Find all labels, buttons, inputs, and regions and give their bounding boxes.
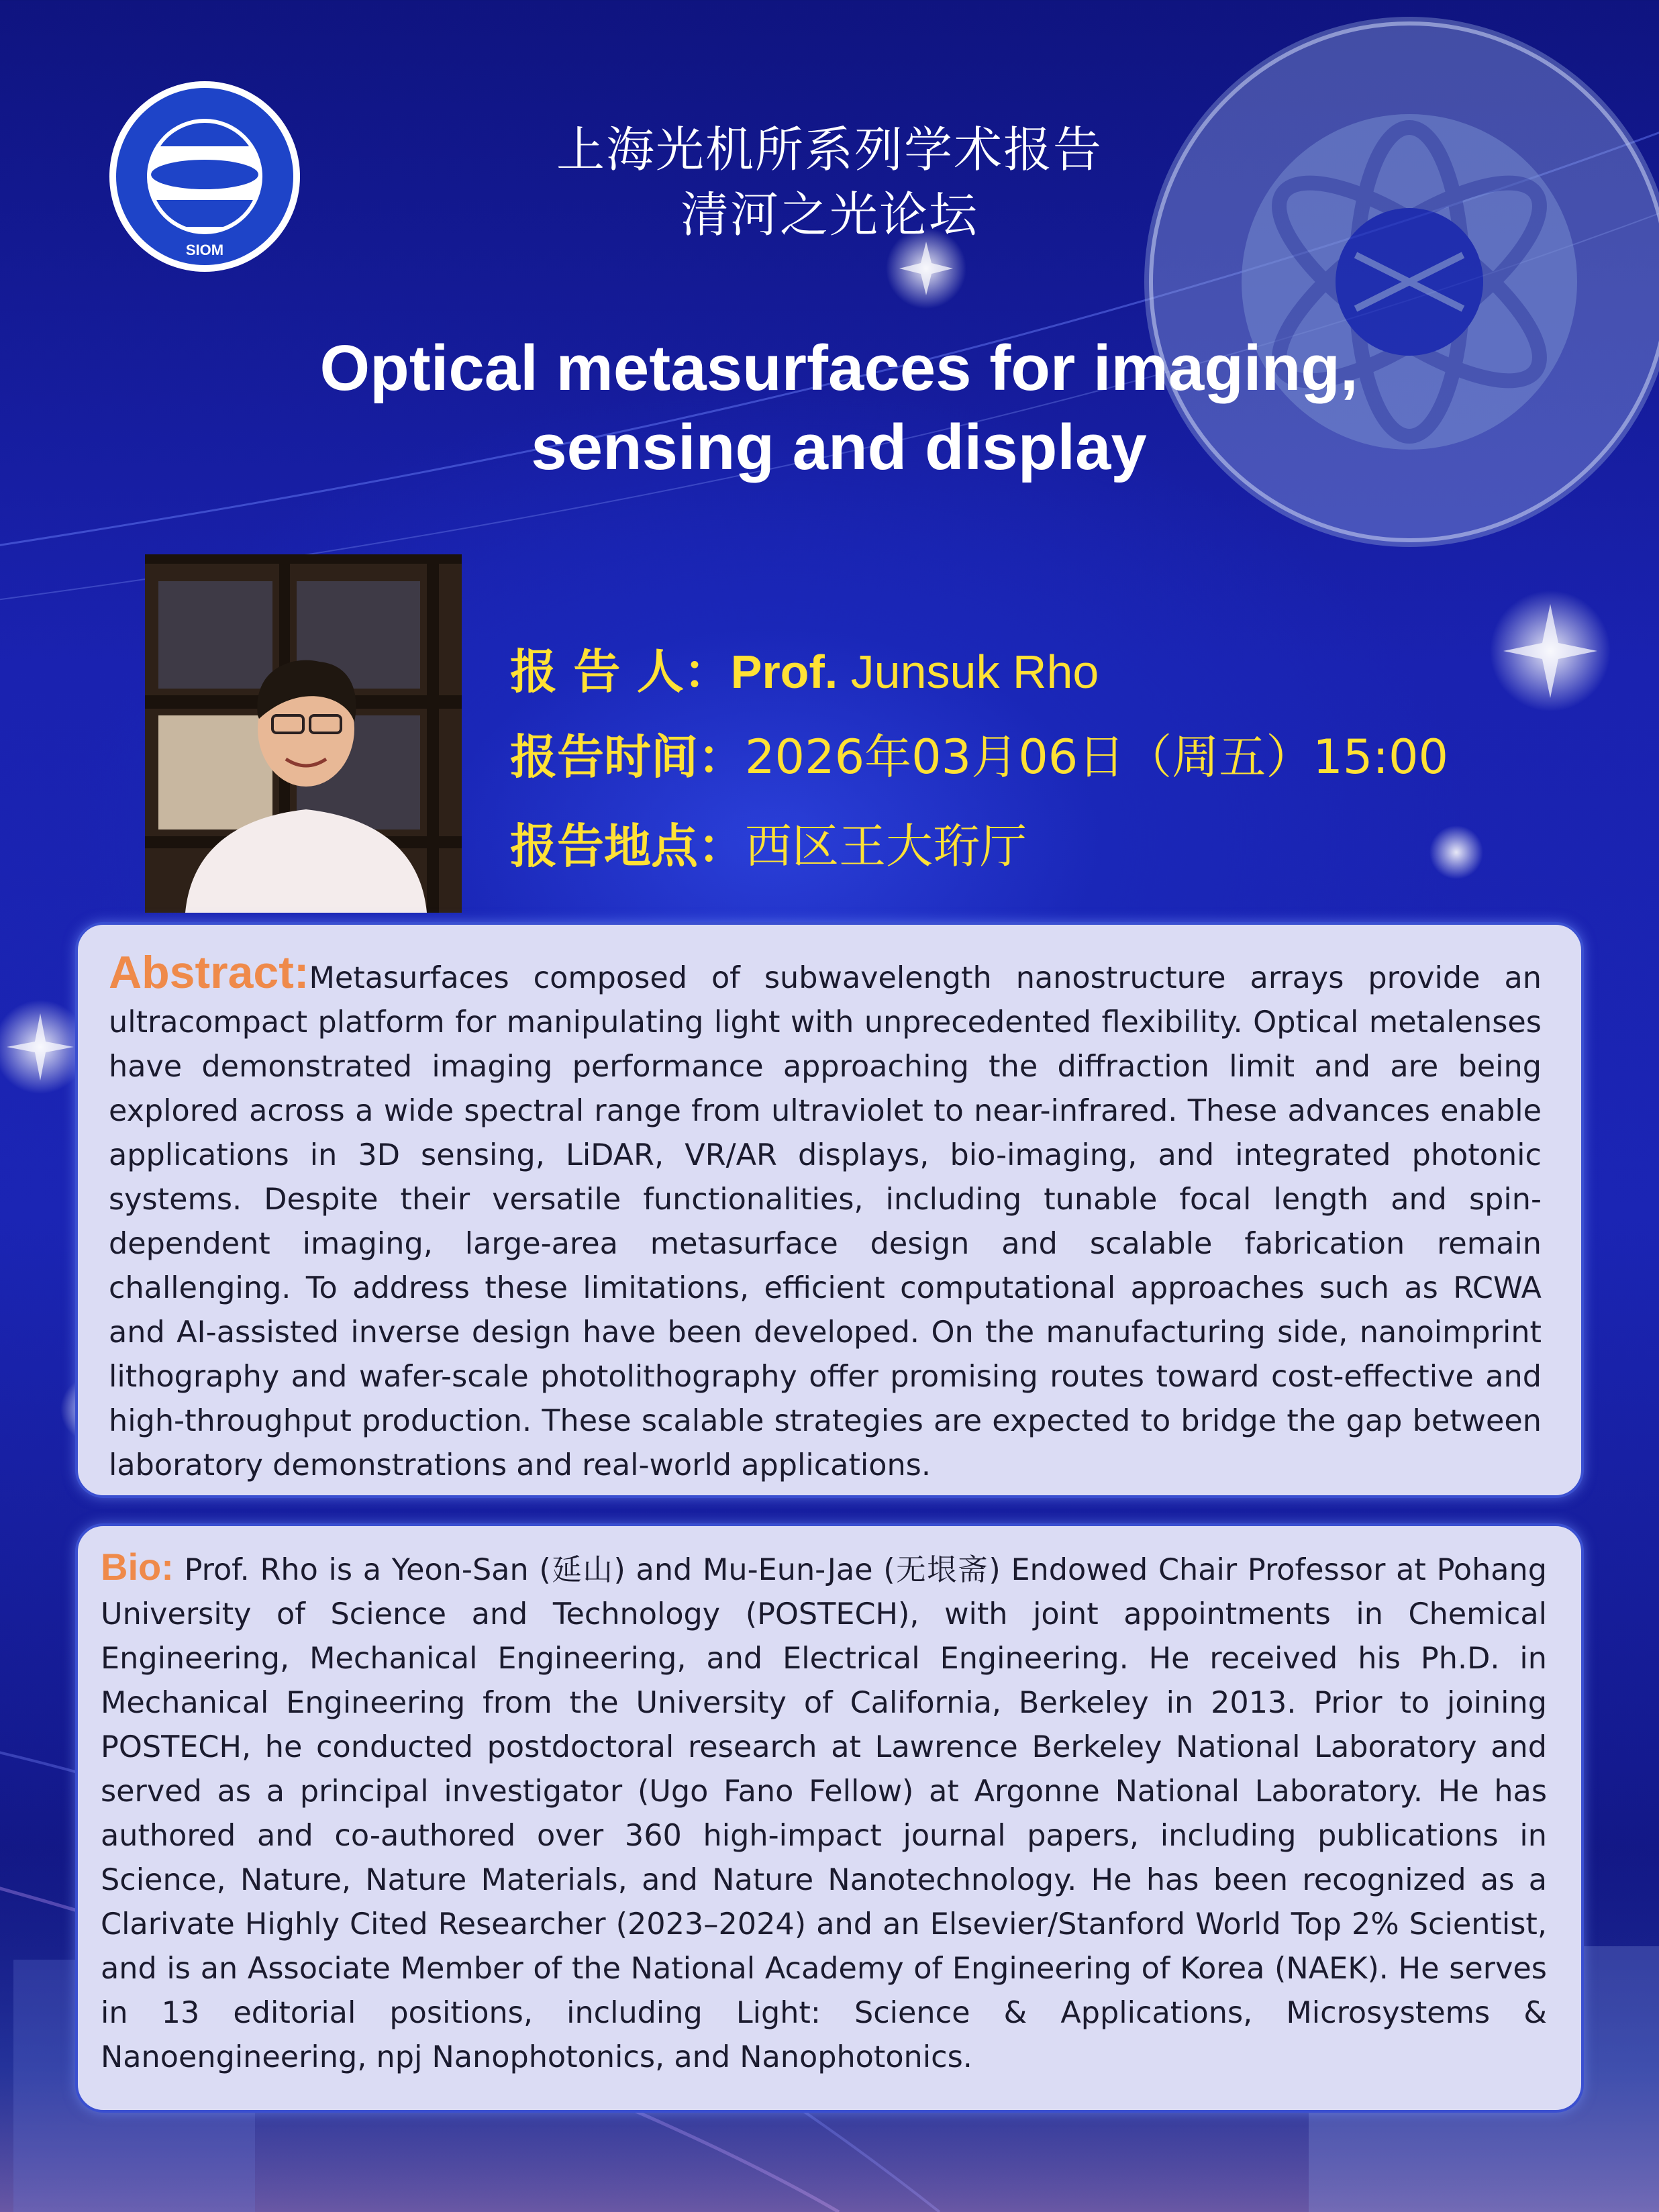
abstract-text: Metasurfaces composed of subwavelength nanostructure arrays provide an ultracompact platform for manipulating light with unprecedented flexibility. Optical metalenses have demonstrated imaging performance approaching the diffraction limit and are being explored across a wide spectral range from ultraviolet to near-infrared. These advances enable applications in 3D sensing, LiDAR, VR/AR displays, bio-imaging, and integrated photonic systems. Despite their versatile functionalities, including tunable focal length and spin-dependent imaging, large-area metasurface design and scalable fabrication remain challenging. To address these limitations, efficient computational approaches such as RCWA and AI-assisted inverse design have been developed. On the manufacturing side, nanoimprint lithography and wafer-scale photolithography offer promising routes toward cost-effective and high-throughput production. These scalable strategies are expected to bridge the gap between laboratory demonstrations and real-world applications. xyxy=(109,961,1542,1482)
talk-title-line-1: Optical metasurfaces for imaging, xyxy=(319,332,1358,404)
time-label: 报告时间： xyxy=(510,730,745,785)
speaker-label: 报 告 人： xyxy=(510,644,731,699)
speaker-row xyxy=(510,634,1099,702)
bio-heading: Bio: xyxy=(101,1546,174,1588)
abstract-heading: Abstract: xyxy=(109,947,309,998)
time-row xyxy=(510,719,1448,787)
time-value: 2026年03月06日（周五）15:00 xyxy=(745,730,1449,785)
abstract-panel xyxy=(75,922,1584,1498)
speaker-prefix: Prof. xyxy=(730,646,838,698)
talk-title xyxy=(168,329,1510,487)
speaker-photo xyxy=(145,554,462,913)
venue-row xyxy=(510,809,1027,876)
series-title: 上海光机所系列学术报告 xyxy=(556,121,1103,178)
bio-panel xyxy=(75,1523,1584,2113)
bio-text: Prof. Rho is a Yeon-San (延山) and Mu-Eun-Jae (无垠斋) Endowed Chair Professor at Pohang University of Science and Technology (POSTECH), with joint appointments in Chemical Engineering, Mechanical Engineering, and Electrical Engineering. He received his Ph.D. in Mechanical Engineering from the University of California, Berkeley in 2013. Prior to joining POSTECH, he conducted postdoctoral research at Lawrence Berkeley National Laboratory and served as a principal investigator (Ugo Fano Fellow) at Argonne National Laboratory. He has authored and co-authored over 360 high-impact journal papers, including publications in Science, Nature, Nature Materials, and Nature Nanotechnology. He has been recognized as a Clarivate Highly Cited Researcher (2023–2024) and an Elsevier/Stanford World Top 2% Scientist, and is an Associate Member of the National Academy of Engineering of Korea (NAEK). He serves in 13 editorial positions, including Light: Science & Applications, Microsystems & Nanoengineering, npj Nanophotonics, and Nanophotonics. xyxy=(101,1553,1547,2074)
venue-label: 报告地点： xyxy=(510,819,745,874)
venue-value: 西区王大珩厅 xyxy=(745,819,1027,874)
logo-abbr: SIOM xyxy=(185,242,224,258)
speaker-name: Junsuk Rho xyxy=(838,646,1099,698)
abstract-body xyxy=(109,947,1542,1488)
forum-title: 清河之光论坛 xyxy=(680,187,978,243)
bio-body xyxy=(101,1545,1547,2080)
talk-title-line-2: sensing and display xyxy=(531,411,1147,483)
